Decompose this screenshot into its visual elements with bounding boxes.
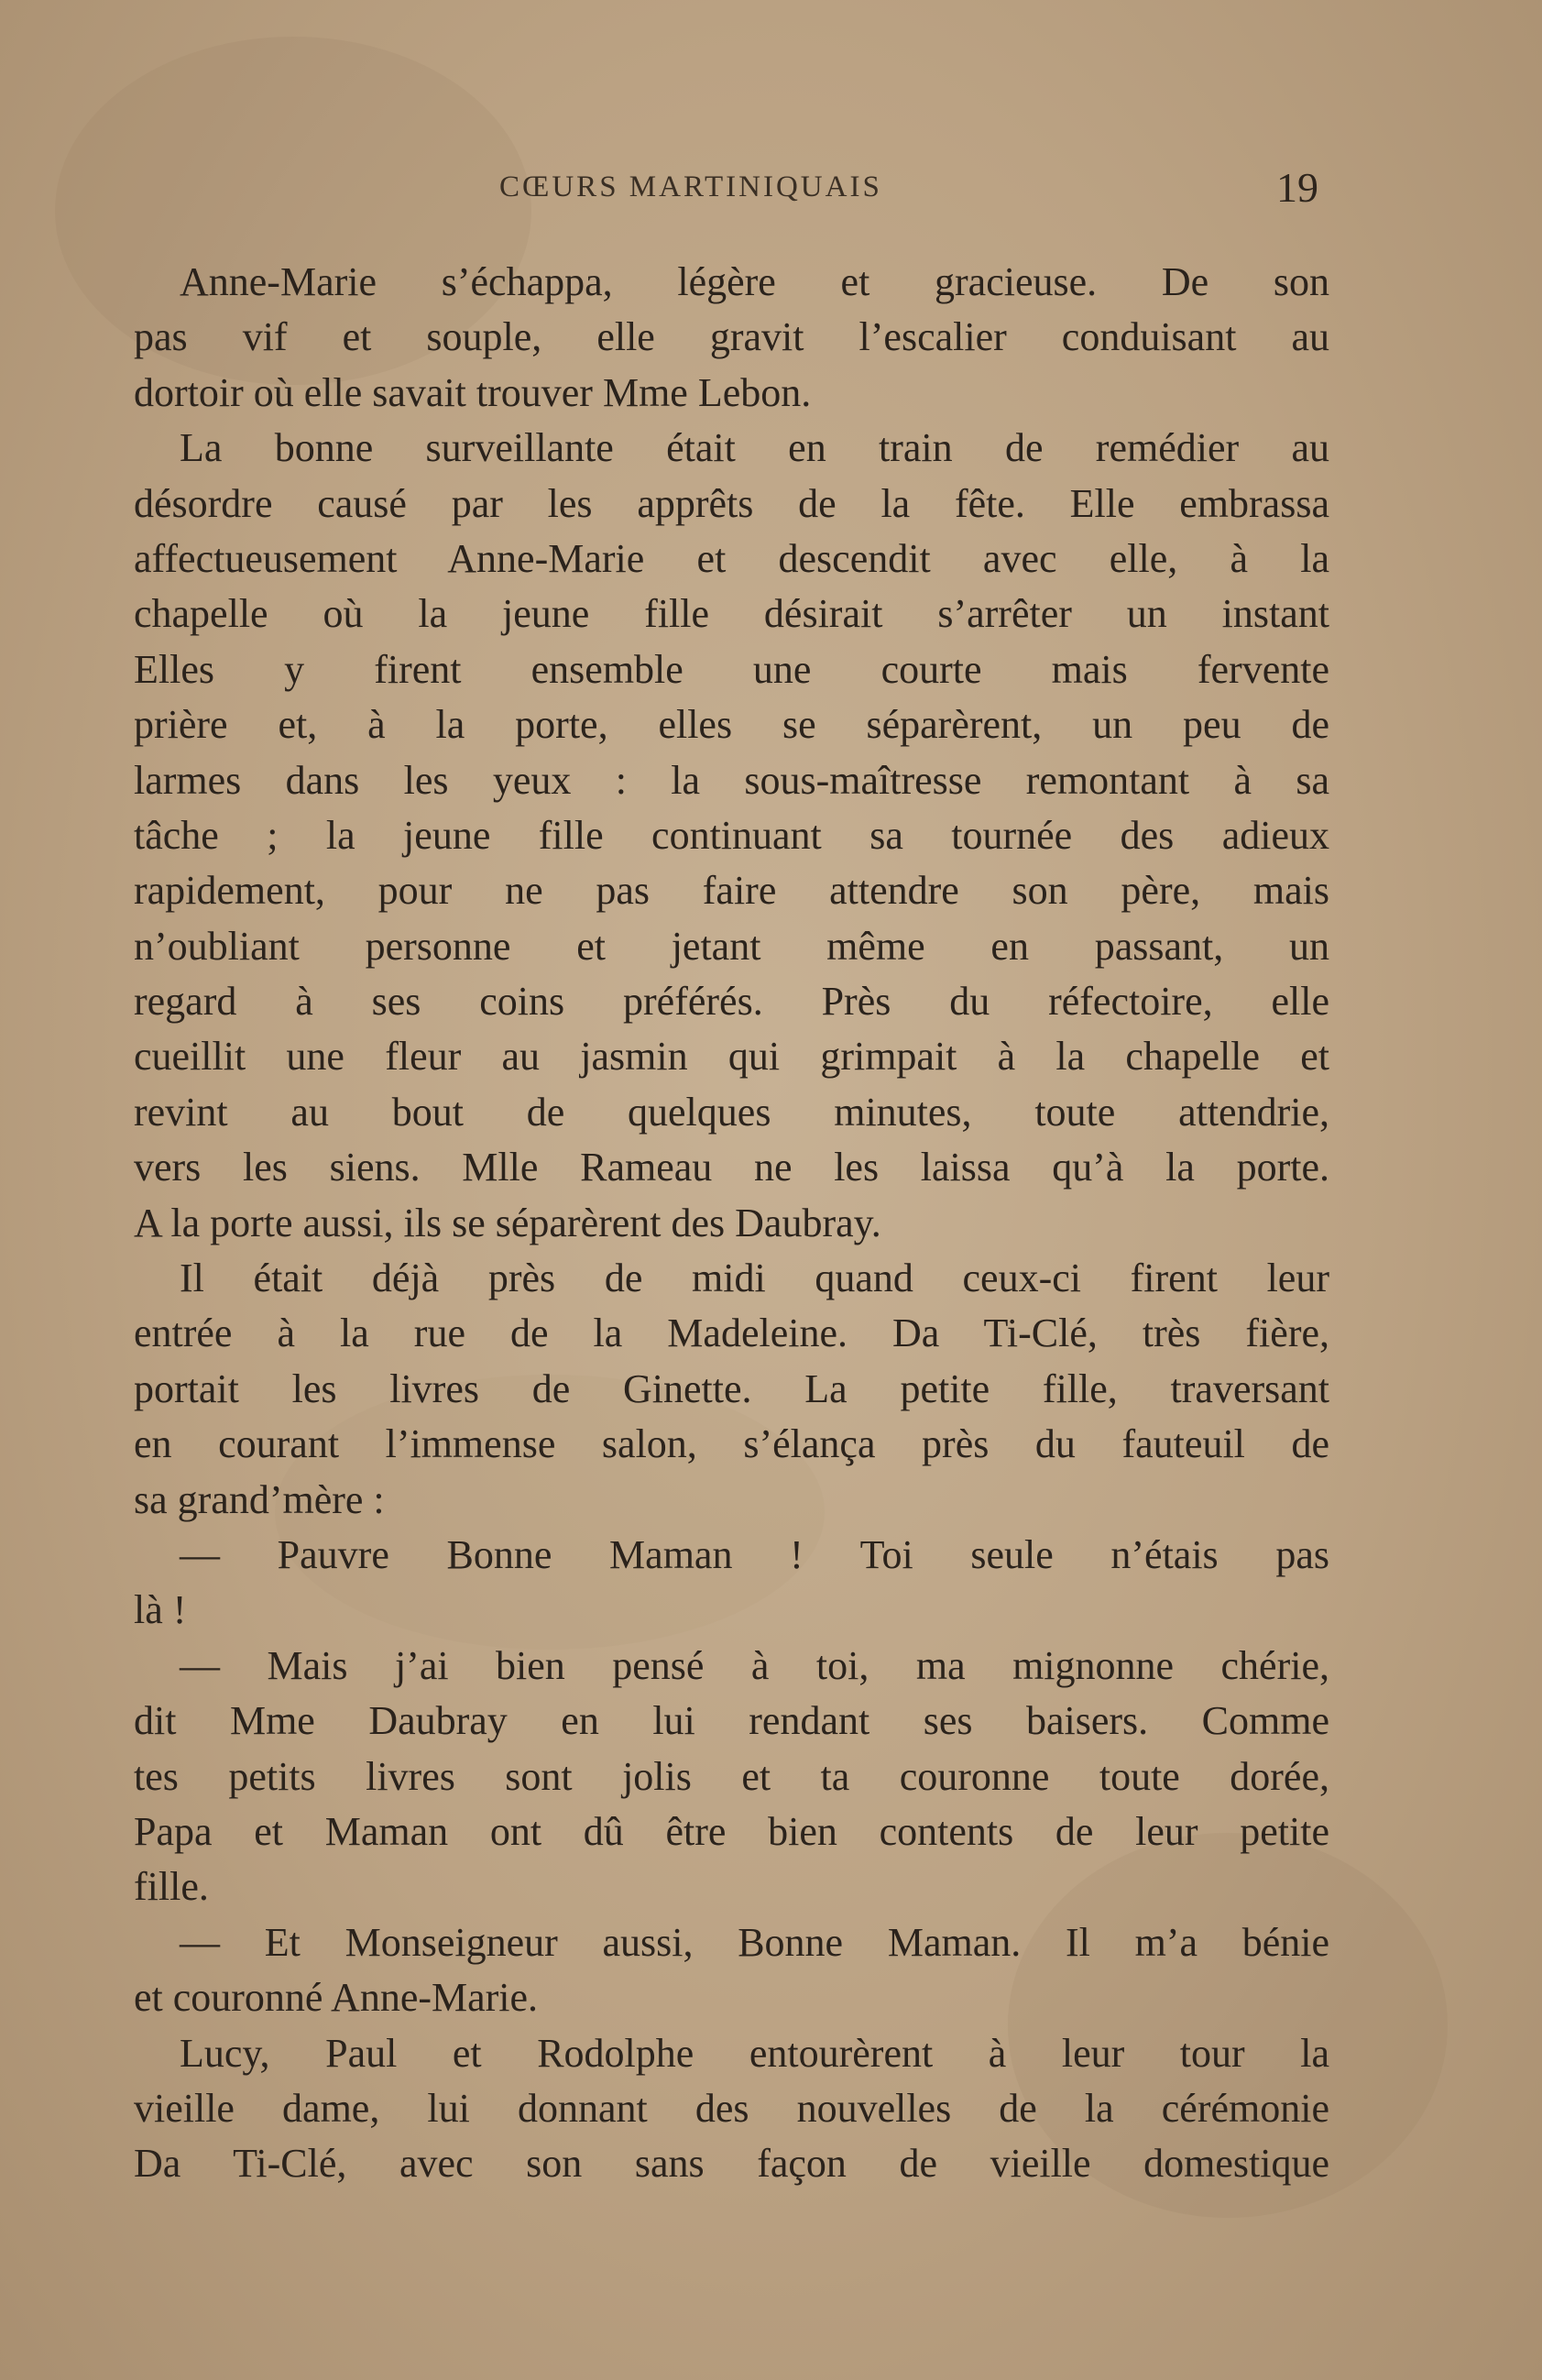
text-line: A la porte aussi, ils se séparèrent des Daubray. bbox=[134, 1200, 881, 1245]
text-line: Elles y firent ensemble une courte mais fervente bbox=[134, 646, 1329, 692]
text-line: dit Mme Daubray en lui rendant ses baisers. Comme bbox=[134, 1698, 1329, 1744]
text-line: dortoir où elle savait trouver Mme Lebon. bbox=[134, 369, 812, 415]
running-title: CŒURS MARTINIQUAIS bbox=[499, 170, 882, 203]
text-line: en courant l’immense salon, s’élança près du fauteuil de bbox=[134, 1421, 1329, 1467]
text-line: tâche ; la jeune fille continuant sa tournée des adieux bbox=[134, 812, 1329, 858]
text-line: Da Ti-Clé, avec son sans façon de vieille domestique bbox=[134, 2141, 1329, 2187]
text-line: affectueusement Anne-Marie et descendit avec elle, à la bbox=[134, 535, 1329, 581]
text-line: Papa et Maman ont dû être bien contents de leur petite bbox=[134, 1808, 1329, 1854]
running-head bbox=[0, 163, 1542, 218]
text-line: vers les siens. Mlle Rameau ne les laissa qu’à la porte. bbox=[134, 1145, 1329, 1190]
text-line: — Pauvre Bonne Maman ! Toi seule n’étais pas bbox=[180, 1531, 1329, 1577]
text-line: Anne-Marie s’échappa, légère et gracieuse. De son bbox=[180, 259, 1329, 304]
text-line: pas vif et souple, elle gravit l’escalier conduisant au bbox=[134, 314, 1329, 360]
text-line: et couronné Anne-Marie. bbox=[134, 1975, 539, 2021]
text-line: désordre causé par les apprêts de la fête. Elle embrassa bbox=[134, 480, 1329, 526]
text-line: larmes dans les yeux : la sous-maîtresse remontant à sa bbox=[134, 757, 1329, 803]
text-line: — Mais j’ai bien pensé à toi, ma mignonne chérie, bbox=[180, 1642, 1329, 1688]
text-line: rapidement, pour ne pas faire attendre son père, mais bbox=[134, 868, 1329, 914]
text-line: cueillit une fleur au jasmin qui grimpait à la chapelle et bbox=[134, 1034, 1329, 1080]
text-line: revint au bout de quelques minutes, toute attendrie, bbox=[134, 1089, 1329, 1135]
text-line: là ! bbox=[134, 1587, 187, 1633]
text-line: prière et, à la porte, elles se séparèrent, un peu de bbox=[134, 702, 1329, 748]
body-text bbox=[134, 255, 1329, 2192]
text-line: n’oubliant personne et jetant même en passant, un bbox=[134, 923, 1329, 969]
text-line: sa grand’mère : bbox=[134, 1476, 385, 1522]
text-line: entrée à la rue de la Madeleine. Da Ti-Clé, très fière, bbox=[134, 1311, 1329, 1356]
text-line: Lucy, Paul et Rodolphe entourèrent à leur tour la bbox=[180, 2030, 1329, 2076]
text-line: — Et Monseigneur aussi, Bonne Maman. Il m’a bénie bbox=[180, 1919, 1329, 1965]
text-line: portait les livres de Ginette. La petite fille, traversant bbox=[134, 1365, 1329, 1411]
text-line: vieille dame, lui donnant des nouvelles de la cérémonie bbox=[134, 2085, 1329, 2131]
text-line: La bonne surveillante était en train de remédier au bbox=[180, 425, 1329, 471]
text-line: fille. bbox=[134, 1864, 209, 1910]
text-line: chapelle où la jeune fille désirait s’arrêter un instant bbox=[134, 591, 1329, 637]
text-line: Il était déjà près de midi quand ceux-ci firent leur bbox=[180, 1256, 1329, 1301]
page-number: 19 bbox=[1276, 164, 1318, 211]
text-line: tes petits livres sont jolis et ta couronne toute dorée, bbox=[134, 1753, 1329, 1799]
text-line: regard à ses coins préférés. Près du réfectoire, elle bbox=[134, 979, 1329, 1025]
